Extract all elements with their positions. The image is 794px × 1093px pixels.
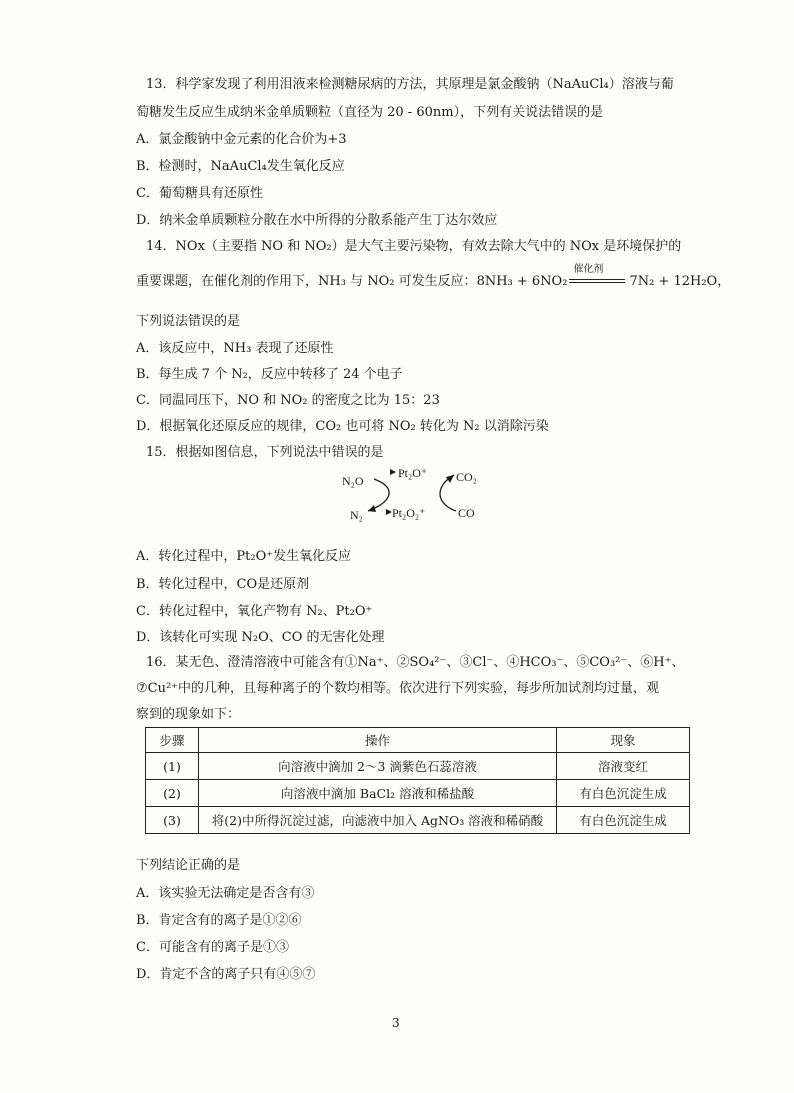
row3-phenomenon: 有白色沉淀生成 — [557, 807, 690, 834]
q14-equation-left: 重要课题，在催化剂的作用下，NH₃ 与 NO₂ 可发生反应：8NH₃ + 6NO₂ — [136, 274, 568, 289]
q14-equation-right: 7N₂ + 12H₂O， — [629, 274, 731, 289]
diagram-pt2o-plus: Pt₂O⁺ — [398, 466, 428, 480]
q14-stem-line1: 14．NOx（主要指 NO 和 NO₂）是大气主要污染物，有效去除大气中的 NOx 是环境保护的 — [146, 239, 682, 254]
q16-question: 下列结论正确的是 — [136, 858, 241, 873]
row1-operation: 向溶液中滴加 2～3 滴紫色石蕊溶液 — [199, 753, 557, 780]
q14-stem-line2 — [136, 263, 731, 291]
q16-option-c: C．可能含有的离子是①③ — [136, 940, 289, 955]
catalyst-arrow — [569, 263, 627, 289]
diagram-n2: N₂ — [350, 508, 363, 522]
q13-stem-line2: 萄糖发生反应生成纳米金单质颗粒（直径为 20 - 60nm），下列有关说法错误的是 — [136, 105, 604, 120]
q13-option-c: C．葡萄糖具有还原性 — [136, 186, 263, 201]
row3-operation: 将(2)中所得沉淀过滤，向滤液中加入 AgNO₃ 溶液和稀硝酸 — [199, 807, 557, 834]
right-curve-arrow — [440, 475, 456, 511]
page-number: 3 — [392, 1016, 400, 1030]
row2-operation: 向溶液中滴加 BaCl₂ 溶液和稀盐酸 — [199, 780, 557, 807]
table-row — [146, 753, 690, 780]
row2-step: (2) — [146, 780, 199, 807]
q13-stem-line1: 13．科学家发现了利用泪液来检测糖尿病的方法，其原理是氯金酸钠（NaAuCl₄）溶液与葡 — [146, 77, 674, 92]
row1-step: (1) — [146, 753, 199, 780]
left-curve-arrow — [368, 479, 389, 511]
q15-stem: 15．根据如图信息，下列说法中错误的是 — [146, 445, 384, 460]
table-header-row — [146, 728, 690, 753]
q15-option-a: A．转化过程中，Pt₂O⁺发生氧化反应 — [136, 549, 352, 564]
catalytic-cycle-diagram — [338, 463, 488, 529]
q15-option-c: C．转化过程中，氧化产物有 N₂、Pt₂O⁺ — [136, 604, 373, 619]
q15-option-d: D．该转化可实现 N₂O、CO 的无害化处理 — [136, 630, 385, 645]
table-row — [146, 807, 690, 834]
table-row — [146, 780, 690, 807]
q13-option-a: A．氯金酸钠中金元素的化合价为+3 — [136, 132, 347, 147]
header-operation: 操作 — [199, 728, 557, 753]
header-phenomenon: 现象 — [557, 728, 690, 753]
q16-stem-line2: ⑦Cu²⁺中的几种，且每种离子的个数均相等。依次进行下列实验，每步所加试剂均过量，观 — [136, 681, 660, 696]
diagram-n2o: N₂O — [342, 474, 364, 488]
q16-option-b: B．肯定含有的离子是①②⑥ — [136, 913, 302, 928]
q14-option-d: D．根据氧化还原反应的规律，CO₂ 也可将 NO₂ 转化为 N₂ 以消除污染 — [136, 419, 549, 434]
row1-phenomenon: 溶液变红 — [557, 753, 690, 780]
q16-option-a: A．该实验无法确定是否含有③ — [136, 886, 315, 901]
q14-option-a: A．该反应中，NH₃ 表现了还原性 — [136, 341, 334, 356]
row3-step: (3) — [146, 807, 199, 834]
diagram-co2: CO₂ — [456, 470, 477, 484]
q13-option-d: D．纳米金单质颗粒分散在水中所得的分散系能产生丁达尔效应 — [136, 213, 498, 228]
q16-option-d: D．肯定不含的离子只有④⑤⑦ — [136, 967, 316, 982]
q16-stem-line3: 察到的现象如下： — [136, 707, 241, 722]
header-step: 步骤 — [146, 728, 199, 753]
q14-option-c: C．同温同压下，NO 和 NO₂ 的密度之比为 15：23 — [136, 393, 440, 408]
arrow-to-pt2o — [390, 469, 396, 475]
q15-option-b: B．转化过程中，CO是还原剂 — [136, 577, 310, 592]
diagram-pt2o2-plus: Pt₂O₂⁺ — [392, 506, 426, 520]
q14-stem-line3: 下列说法错误的是 — [136, 314, 241, 329]
q14-option-b: B．每生成 7 个 N₂，反应中转移了 24 个电子 — [136, 367, 403, 382]
q16-stem-line1: 16．某无色、澄清溶液中可能含有①Na⁺、②SO₄²⁻、③Cl⁻、④HCO₃⁻、⑤CO₃²⁻、⑥H⁺、 — [146, 655, 685, 670]
diagram-co: CO — [458, 506, 475, 520]
row2-phenomenon: 有白色沉淀生成 — [557, 780, 690, 807]
experiment-table — [145, 727, 690, 834]
q13-option-b: B．检测时，NaAuCl₄发生氧化反应 — [136, 159, 345, 174]
catalyst-label: 催化剂 — [573, 263, 604, 275]
